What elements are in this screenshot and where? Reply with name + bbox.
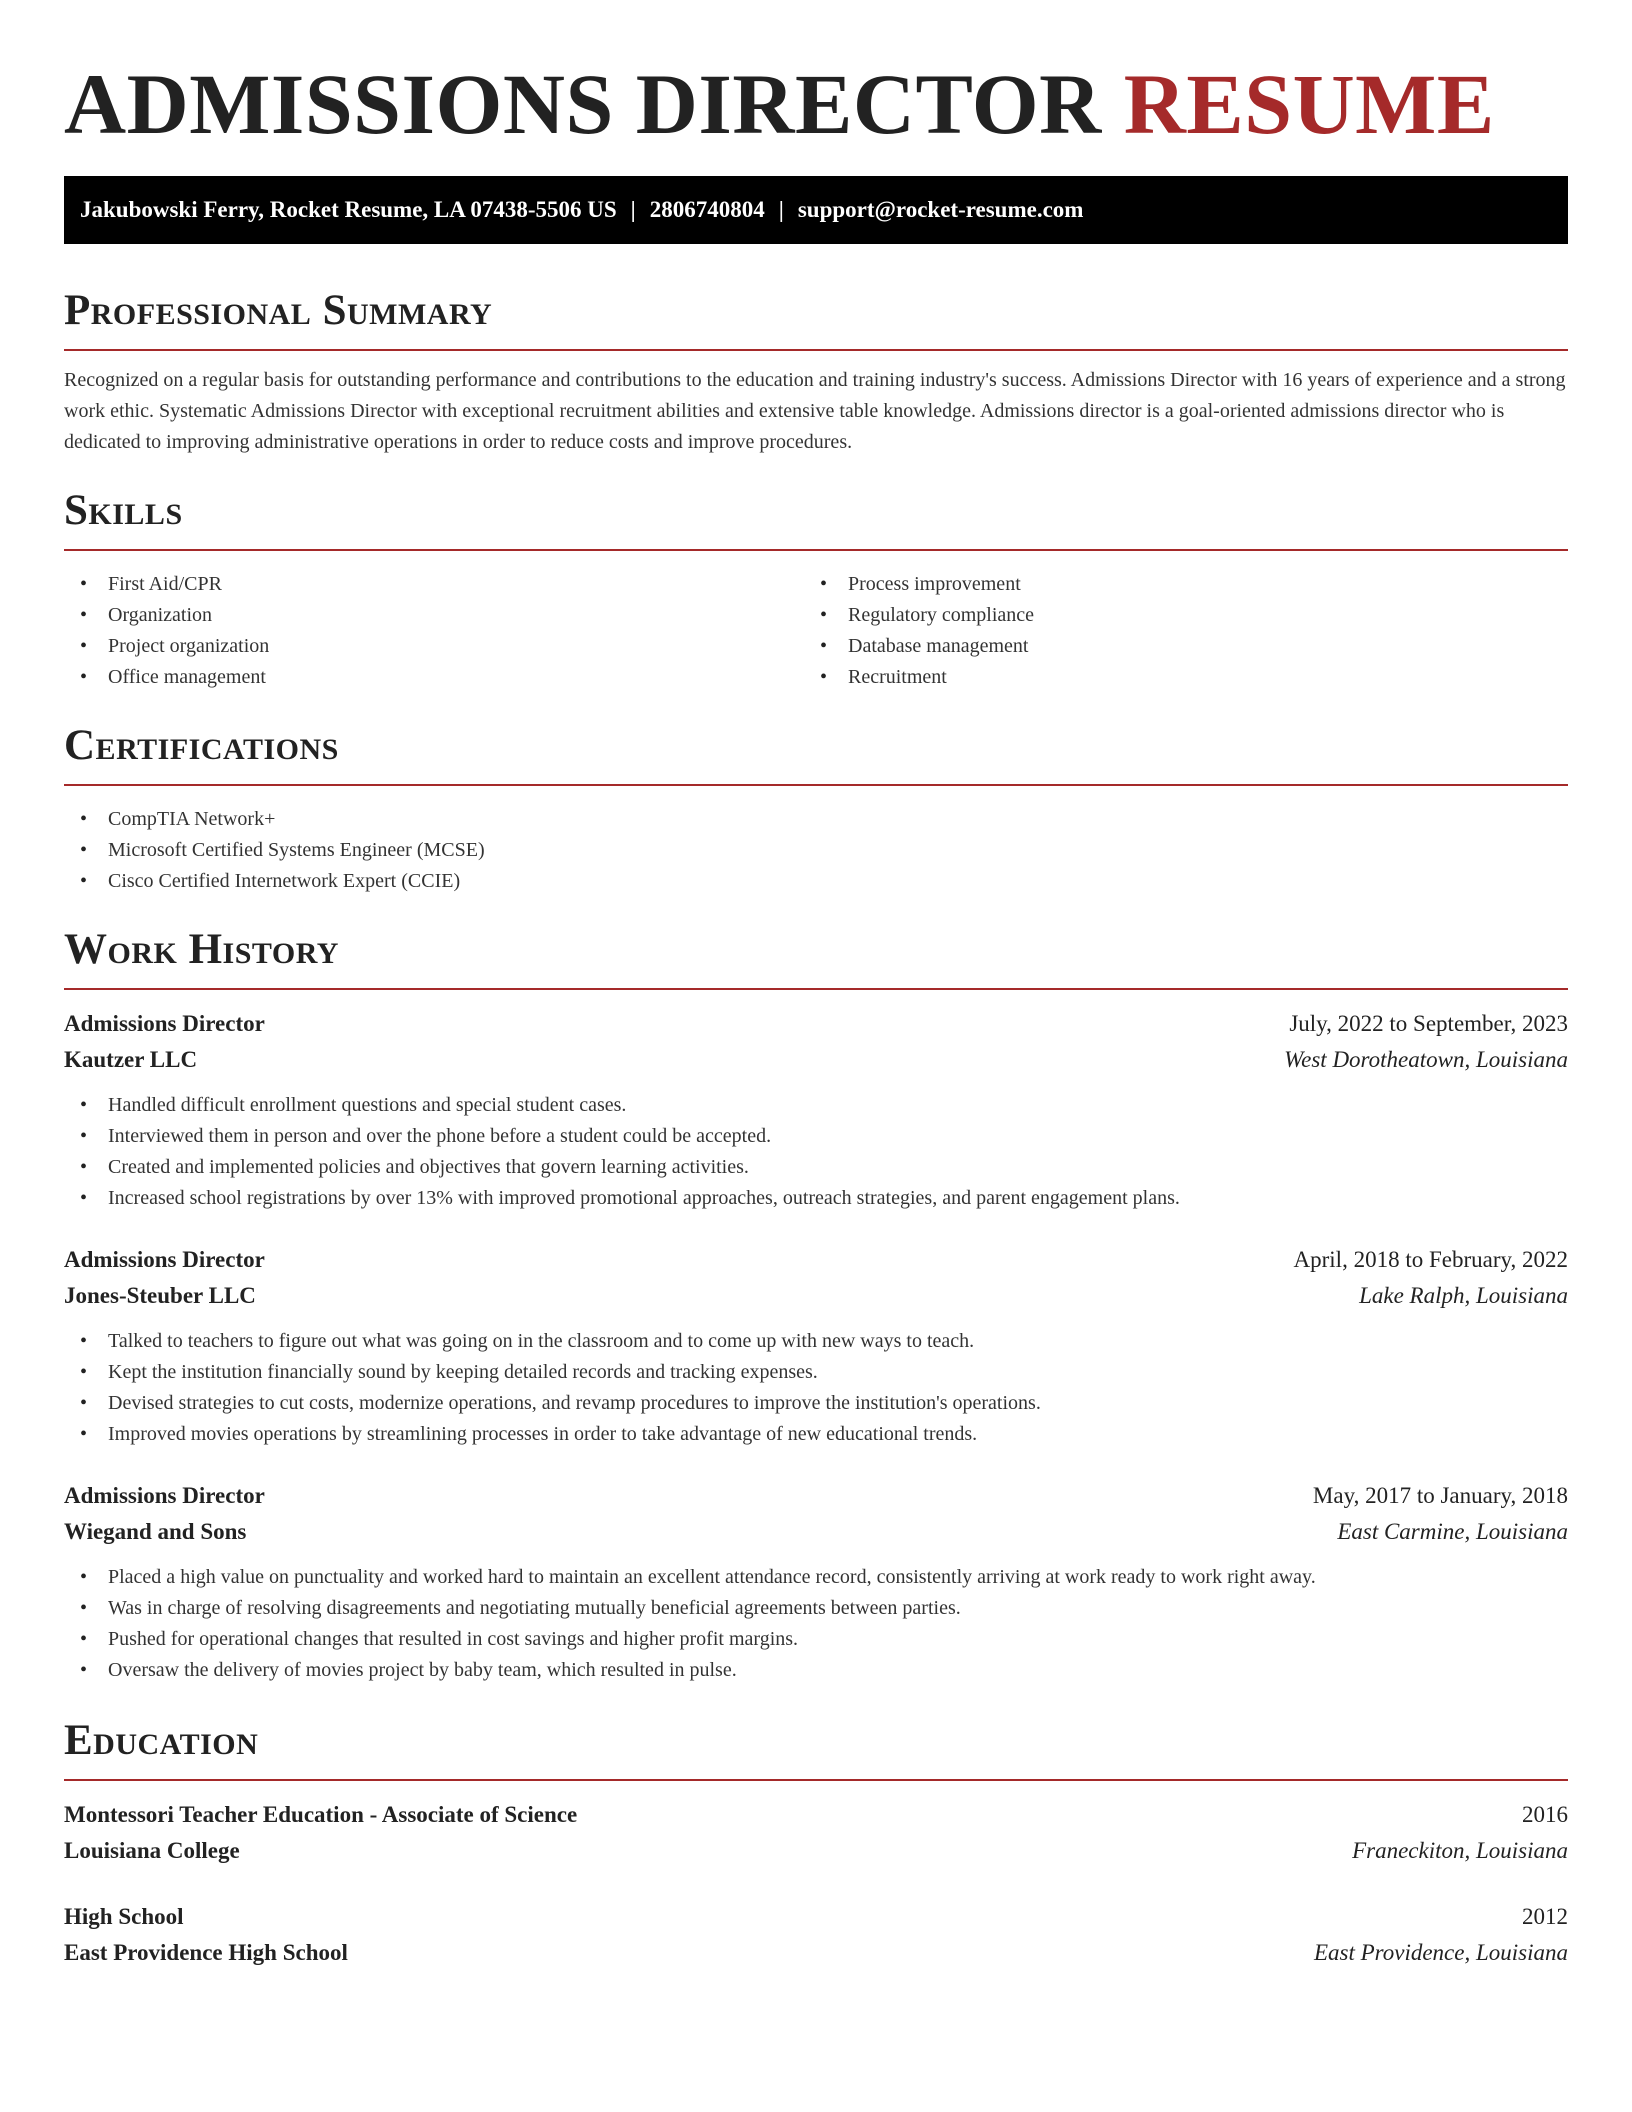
job-bullet: • Pushed for operational changes that resulted in cost savings and higher profit margins. (64, 1624, 1568, 1655)
job-bullet: • Was in charge of resolving disagreements and negotiating mutually beneficial agreements between parties. (64, 1593, 1568, 1624)
job-header (64, 1242, 1568, 1278)
education-degree: High School (64, 1904, 184, 1929)
skill-item: • Office management (64, 662, 804, 693)
education-header (64, 1899, 1568, 1935)
job-company: Kautzer LLC (64, 1047, 198, 1072)
skill-item: • Process improvement (804, 569, 1544, 600)
job-bullet: • Handled difficult enrollment questions and special student cases. (64, 1090, 1568, 1121)
contact-bar (64, 176, 1568, 244)
skills-section (64, 486, 1568, 693)
education-year: 2016 (1522, 1802, 1568, 1827)
skill-item: • Organization (64, 600, 804, 631)
job-bullet: • Devised strategies to cut costs, modernize operations, and revamp procedures to improve the institution's operations. (64, 1388, 1568, 1419)
contact-email[interactable]: support@rocket-resume.com (797, 197, 1084, 222)
education-entry (64, 1899, 1568, 1971)
job-bullet: • Talked to teachers to figure out what was going on in the classroom and to come up with new ways to teach. (64, 1326, 1568, 1357)
skill-item: • Project organization (64, 631, 804, 662)
contact-phone[interactable]: 2806740804 (649, 197, 765, 222)
job-dates: May, 2017 to January, 2018 (1312, 1483, 1568, 1508)
job-bullet: • Kept the institution financially sound by keeping detailed records and tracking expenses. (64, 1357, 1568, 1388)
summary-heading: Professional Summary (64, 287, 493, 334)
skills-grid (64, 569, 1568, 693)
section-divider (64, 549, 1568, 551)
job-dates: April, 2018 to February, 2022 (1293, 1247, 1568, 1272)
certifications-heading: Certifications (64, 722, 339, 769)
summary-text: Recognized on a regular basis for outstanding performance and contributions to the education and training industry's success. Admissions Director with 16 years of experience and a strong work ethic. Systematic Admissions Director with exceptional recruitment abilities and extensive table knowledge. Admissions director is a goal-oriented admissions director who is dedicated to improving administrative operations in order to reduce costs and improve procedures. (64, 369, 1566, 453)
certifications-list (64, 804, 1568, 897)
education-year: 2012 (1522, 1904, 1568, 1929)
title-accent: RESUME (1123, 56, 1495, 152)
job-bullets (64, 1326, 1568, 1450)
job-title: Admissions Director (64, 1011, 265, 1036)
job-bullet: • Increased school registrations by over 13% with improved promotional approaches, outreach strategies, and parent engagement plans. (64, 1183, 1568, 1214)
work-history-heading: Work History (64, 926, 339, 973)
contact-separator: | (630, 197, 636, 222)
job-dates: July, 2022 to September, 2023 (1289, 1011, 1568, 1036)
skill-item: • Regulatory compliance (804, 600, 1544, 631)
job-company: Jones-Steuber LLC (64, 1283, 256, 1308)
work-history-section (64, 925, 1568, 1686)
job-location: West Dorotheatown, Louisiana (1284, 1047, 1568, 1072)
education-header (64, 1797, 1568, 1833)
section-divider (64, 349, 1568, 351)
education-degree: Montessori Teacher Education - Associate of Science (64, 1802, 578, 1827)
job-company: Wiegand and Sons (64, 1519, 247, 1544)
education-location: East Providence, Louisiana (1313, 1940, 1568, 1965)
job-bullet: • Oversaw the delivery of movies project by baby team, which resulted in pulse. (64, 1655, 1568, 1686)
job-entry (64, 1006, 1568, 1214)
section-divider (64, 988, 1568, 990)
job-subheader (64, 1278, 1568, 1314)
section-divider (64, 1779, 1568, 1781)
certification-item: • Microsoft Certified Systems Engineer (MCSE) (64, 835, 1568, 866)
job-subheader (64, 1514, 1568, 1550)
education-entry (64, 1797, 1568, 1869)
skill-item: • Recruitment (804, 662, 1544, 693)
job-entry (64, 1478, 1568, 1686)
job-header (64, 1478, 1568, 1514)
contact-address: Jakubowski Ferry, Rocket Resume, LA 07438-5506 US (80, 197, 617, 222)
job-location: Lake Ralph, Louisiana (1359, 1283, 1568, 1308)
certifications-section (64, 721, 1568, 897)
job-bullet: • Interviewed them in person and over the phone before a student could be accepted. (64, 1121, 1568, 1152)
certification-item: • CompTIA Network+ (64, 804, 1568, 835)
summary-section (64, 286, 1568, 458)
title-main: ADMISSIONS DIRECTOR (64, 56, 1102, 152)
job-header (64, 1006, 1568, 1042)
education-school: East Providence High School (64, 1940, 348, 1965)
job-bullet: • Placed a high value on punctuality and worked hard to maintain an excellent attendance record, consistently arriving at work ready to work right away. (64, 1562, 1568, 1593)
education-subheader (64, 1833, 1568, 1869)
job-subheader (64, 1042, 1568, 1078)
skills-list-right (804, 569, 1544, 693)
skills-list-left (64, 569, 804, 693)
job-title: Admissions Director (64, 1247, 265, 1272)
section-divider (64, 784, 1568, 786)
skill-item: • Database management (804, 631, 1544, 662)
job-location: East Carmine, Louisiana (1337, 1519, 1568, 1544)
contact-separator: | (778, 197, 784, 222)
resume-title (64, 0, 1568, 172)
job-bullets (64, 1090, 1568, 1214)
job-title: Admissions Director (64, 1483, 265, 1508)
job-bullet: • Created and implemented policies and objectives that govern learning activities. (64, 1152, 1568, 1183)
education-school: Louisiana College (64, 1838, 240, 1863)
education-heading: Education (64, 1717, 259, 1764)
job-bullet: • Improved movies operations by streamlining processes in order to take advantage of new educational trends. (64, 1419, 1568, 1450)
education-location: Franeckiton, Louisiana (1352, 1838, 1568, 1863)
skills-heading: Skills (64, 487, 183, 534)
job-entry (64, 1242, 1568, 1450)
skill-item: • First Aid/CPR (64, 569, 804, 600)
certification-item: • Cisco Certified Internetwork Expert (CCIE) (64, 866, 1568, 897)
education-section (64, 1716, 1568, 1971)
education-subheader (64, 1935, 1568, 1971)
job-bullets (64, 1562, 1568, 1686)
